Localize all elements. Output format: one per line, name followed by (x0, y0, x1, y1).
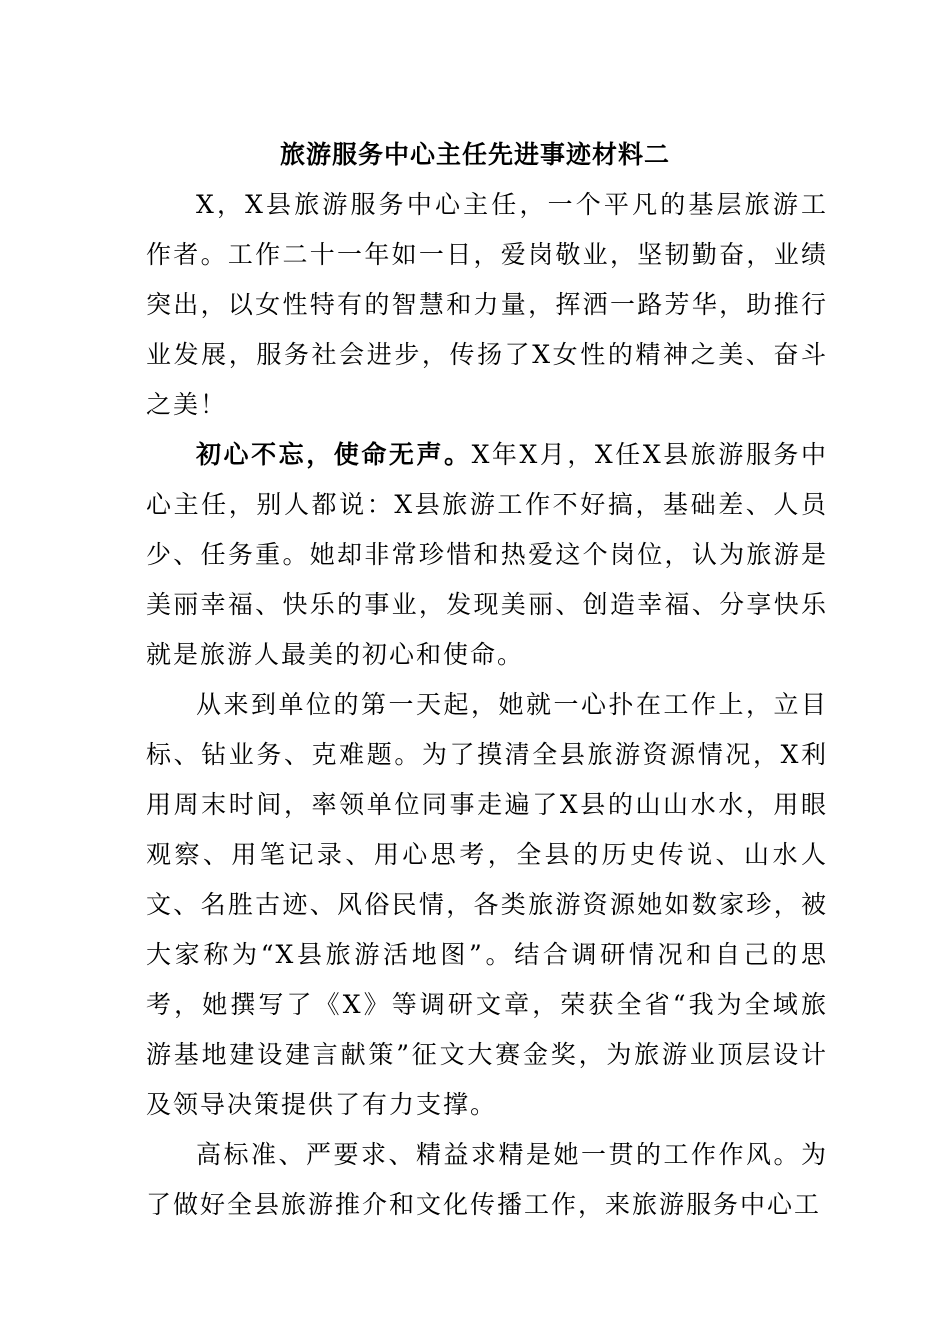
paragraph-lead-heading: 初心不忘，使命无声。 (196, 440, 472, 469)
paragraph-original-aspiration-text: X年X月，X任X县旅游服务中心主任，别人都说：X县旅游工作不好搞，基础差、人员少、任务重。她却非常珍惜和热爱这个岗位，认为旅游是美丽幸福、快乐的事业，发现美丽、创造幸福、分享快乐就是旅游人最美的初心和使命。 (146, 440, 828, 669)
paragraph-work-style (146, 1130, 828, 1230)
paragraph-work-style-text: 高标准、严要求、精益求精是她一贯的工作作风。为了做好全县旅游推介和文化传播工作，来旅游服务中心工 (146, 1140, 828, 1219)
paragraph-research-text: 从来到单位的第一天起，她就一心扑在工作上，立目标、钻业务、克难题。为了摸清全县旅游资源情况，X利用周末时间，率领单位同事走遍了X县的山山水水，用眼观察、用笔记录、用心思考，全县的历史传说、山水人文、名胜古迹、风俗民情，各类旅游资源她如数家珍，被大家称为“X县旅游活地图”。结合调研情况和自己的思考，她撰写了《X》等调研文章，荣获全省“我为全域旅游基地建设建言献策”征文大赛金奖，为旅游业顶层设计及领导决策提供了有力支撑。 (146, 690, 828, 1119)
document-body (146, 180, 828, 1230)
document-title: 旅游服务中心主任先进事迹材料二 (279, 140, 670, 169)
paragraph-intro (146, 180, 828, 430)
paragraph-intro-text: X，X县旅游服务中心主任，一个平凡的基层旅游工作者。工作二十一年如一日，爱岗敬业，坚韧勤奋，业绩突出，以女性特有的智慧和力量，挥洒一路芳华，助推行业发展，服务社会进步，传扬了X女性的精神之美、奋斗之美！ (146, 190, 828, 419)
paragraph-original-aspiration (146, 430, 828, 680)
paragraph-research (146, 680, 828, 1130)
